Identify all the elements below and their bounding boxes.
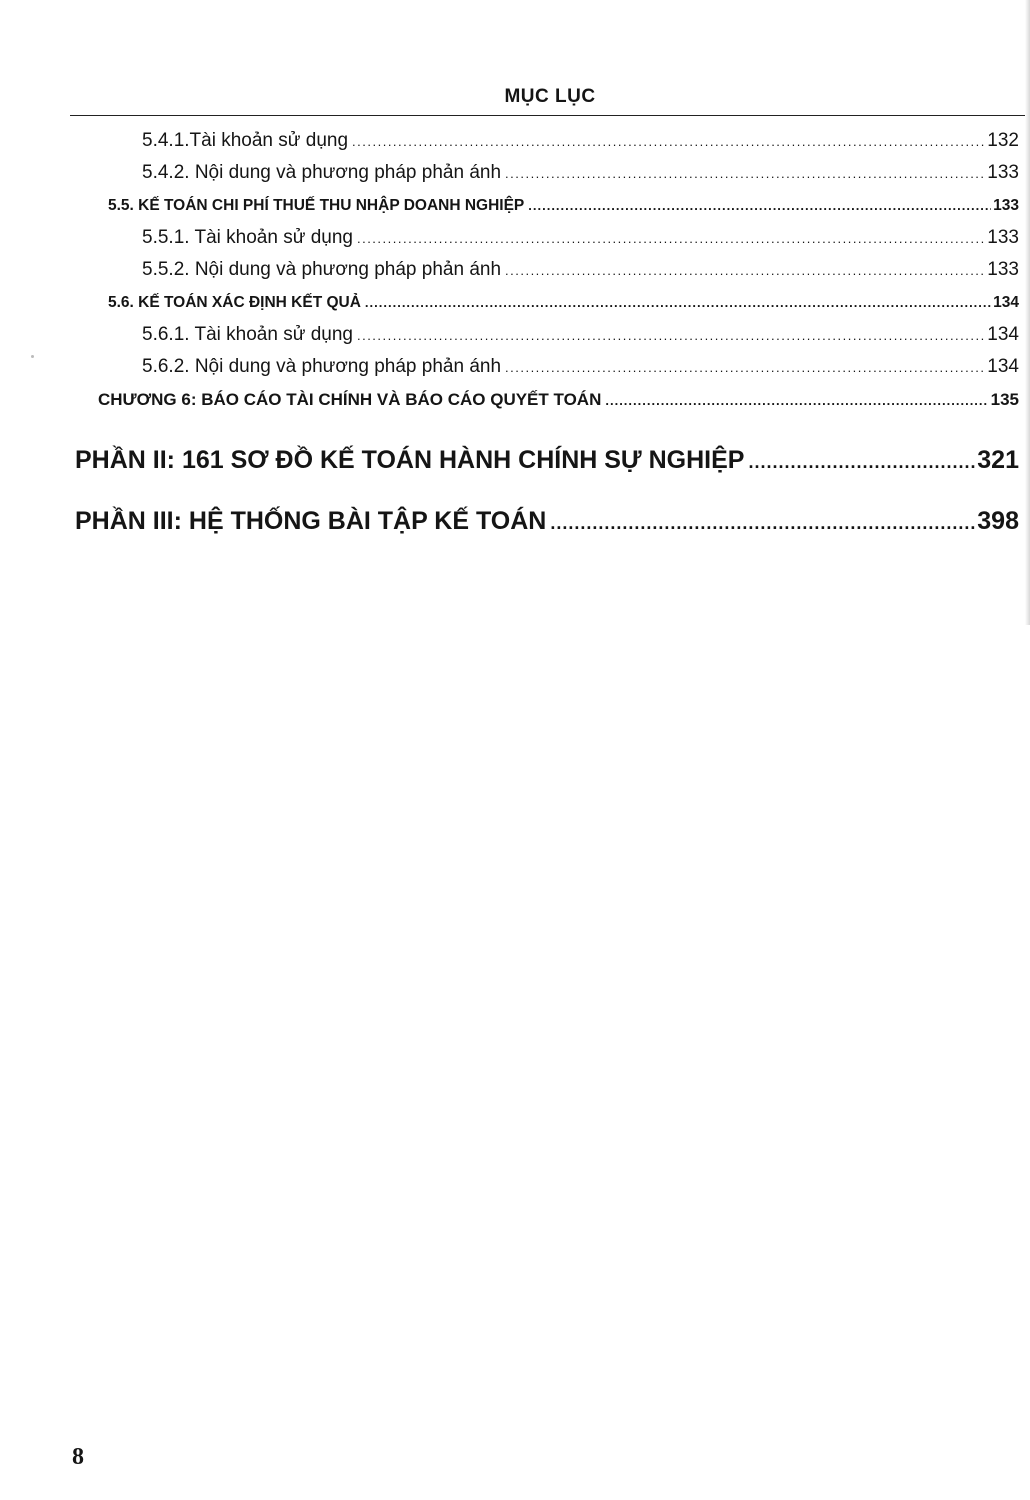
toc-entry-page: 135 bbox=[990, 390, 1019, 409]
toc-entry-label: 5.5.1. Tài khoản sử dụng bbox=[142, 227, 353, 248]
toc-entry-5-5-2[interactable] bbox=[142, 259, 1019, 287]
toc-entry-page: 133 bbox=[987, 162, 1019, 183]
toc-entry-label: PHẦN II: 161 SƠ ĐỒ KẾ TOÁN HÀNH CHÍNH SỰ NGHIỆP bbox=[75, 446, 745, 474]
toc-entry-label: 5.5. KẾ TOÁN CHI PHÍ THUẾ THU NHẬP DOANH NGHIỆP bbox=[108, 197, 525, 214]
toc-dot-leader bbox=[352, 134, 985, 149]
toc-entry-chapter-6[interactable] bbox=[98, 390, 1019, 418]
toc-entry-5-6-1[interactable] bbox=[142, 324, 1019, 352]
toc-entry-label: 5.5.2. Nội dung và phương pháp phản ánh bbox=[142, 259, 502, 280]
toc-entry-part-3[interactable] bbox=[75, 507, 1019, 545]
toc-entry-5-6[interactable] bbox=[108, 294, 1019, 322]
toc-dot-leader bbox=[365, 295, 991, 310]
toc-entry-page: 321 bbox=[977, 446, 1019, 474]
toc-dot-leader bbox=[505, 360, 985, 375]
header-rule bbox=[70, 115, 1025, 116]
toc-entry-page: 134 bbox=[987, 356, 1019, 377]
toc-dot-leader bbox=[357, 328, 985, 343]
toc-dot-leader bbox=[505, 263, 985, 278]
toc-entry-page: 134 bbox=[993, 294, 1019, 311]
toc-entry-page: 398 bbox=[977, 507, 1019, 535]
toc-dot-leader bbox=[550, 513, 975, 534]
toc-dot-leader bbox=[748, 452, 975, 473]
toc-entry-page: 132 bbox=[987, 130, 1019, 151]
toc-entry-page: 133 bbox=[987, 227, 1019, 248]
toc-entry-5-5-1[interactable] bbox=[142, 227, 1019, 255]
toc-entry-5-4-1[interactable] bbox=[142, 130, 1019, 158]
toc-entry-label: 5.6. KẾ TOÁN XÁC ĐỊNH KẾT QUẢ bbox=[108, 294, 361, 311]
toc-entry-label: 5.4.2. Nội dung và phương pháp phản ánh bbox=[142, 162, 502, 183]
toc-entry-5-5[interactable] bbox=[108, 197, 1019, 225]
toc-entry-page: 134 bbox=[987, 324, 1019, 345]
toc-entry-5-6-2[interactable] bbox=[142, 356, 1019, 384]
toc-entry-label: 5.6.1. Tài khoản sử dụng bbox=[142, 324, 353, 345]
toc-dot-leader bbox=[357, 231, 985, 246]
page-number: 8 bbox=[72, 1444, 84, 1470]
toc-entry-label: 5.6.2. Nội dung và phương pháp phản ánh bbox=[142, 356, 502, 377]
toc-entry-label: PHẦN III: HỆ THỐNG BÀI TẬP KẾ TOÁN bbox=[75, 507, 547, 535]
toc-dot-leader bbox=[605, 393, 988, 408]
toc-dot-leader bbox=[528, 198, 991, 213]
toc-dot-leader bbox=[505, 166, 985, 181]
toc-entry-5-4-2[interactable] bbox=[142, 162, 1019, 190]
toc-entry-page: 133 bbox=[993, 197, 1019, 214]
toc-entry-page: 133 bbox=[987, 259, 1019, 280]
toc-entry-label: CHƯƠNG 6: BÁO CÁO TÀI CHÍNH VÀ BÁO CÁO QUYẾT TOÁN bbox=[98, 390, 602, 409]
page-header-title: MỤC LỤC bbox=[504, 86, 596, 107]
toc-entry-part-2[interactable] bbox=[75, 446, 1019, 484]
scan-speck bbox=[31, 355, 34, 358]
toc-entry-label: 5.4.1.Tài khoản sử dụng bbox=[142, 130, 349, 151]
